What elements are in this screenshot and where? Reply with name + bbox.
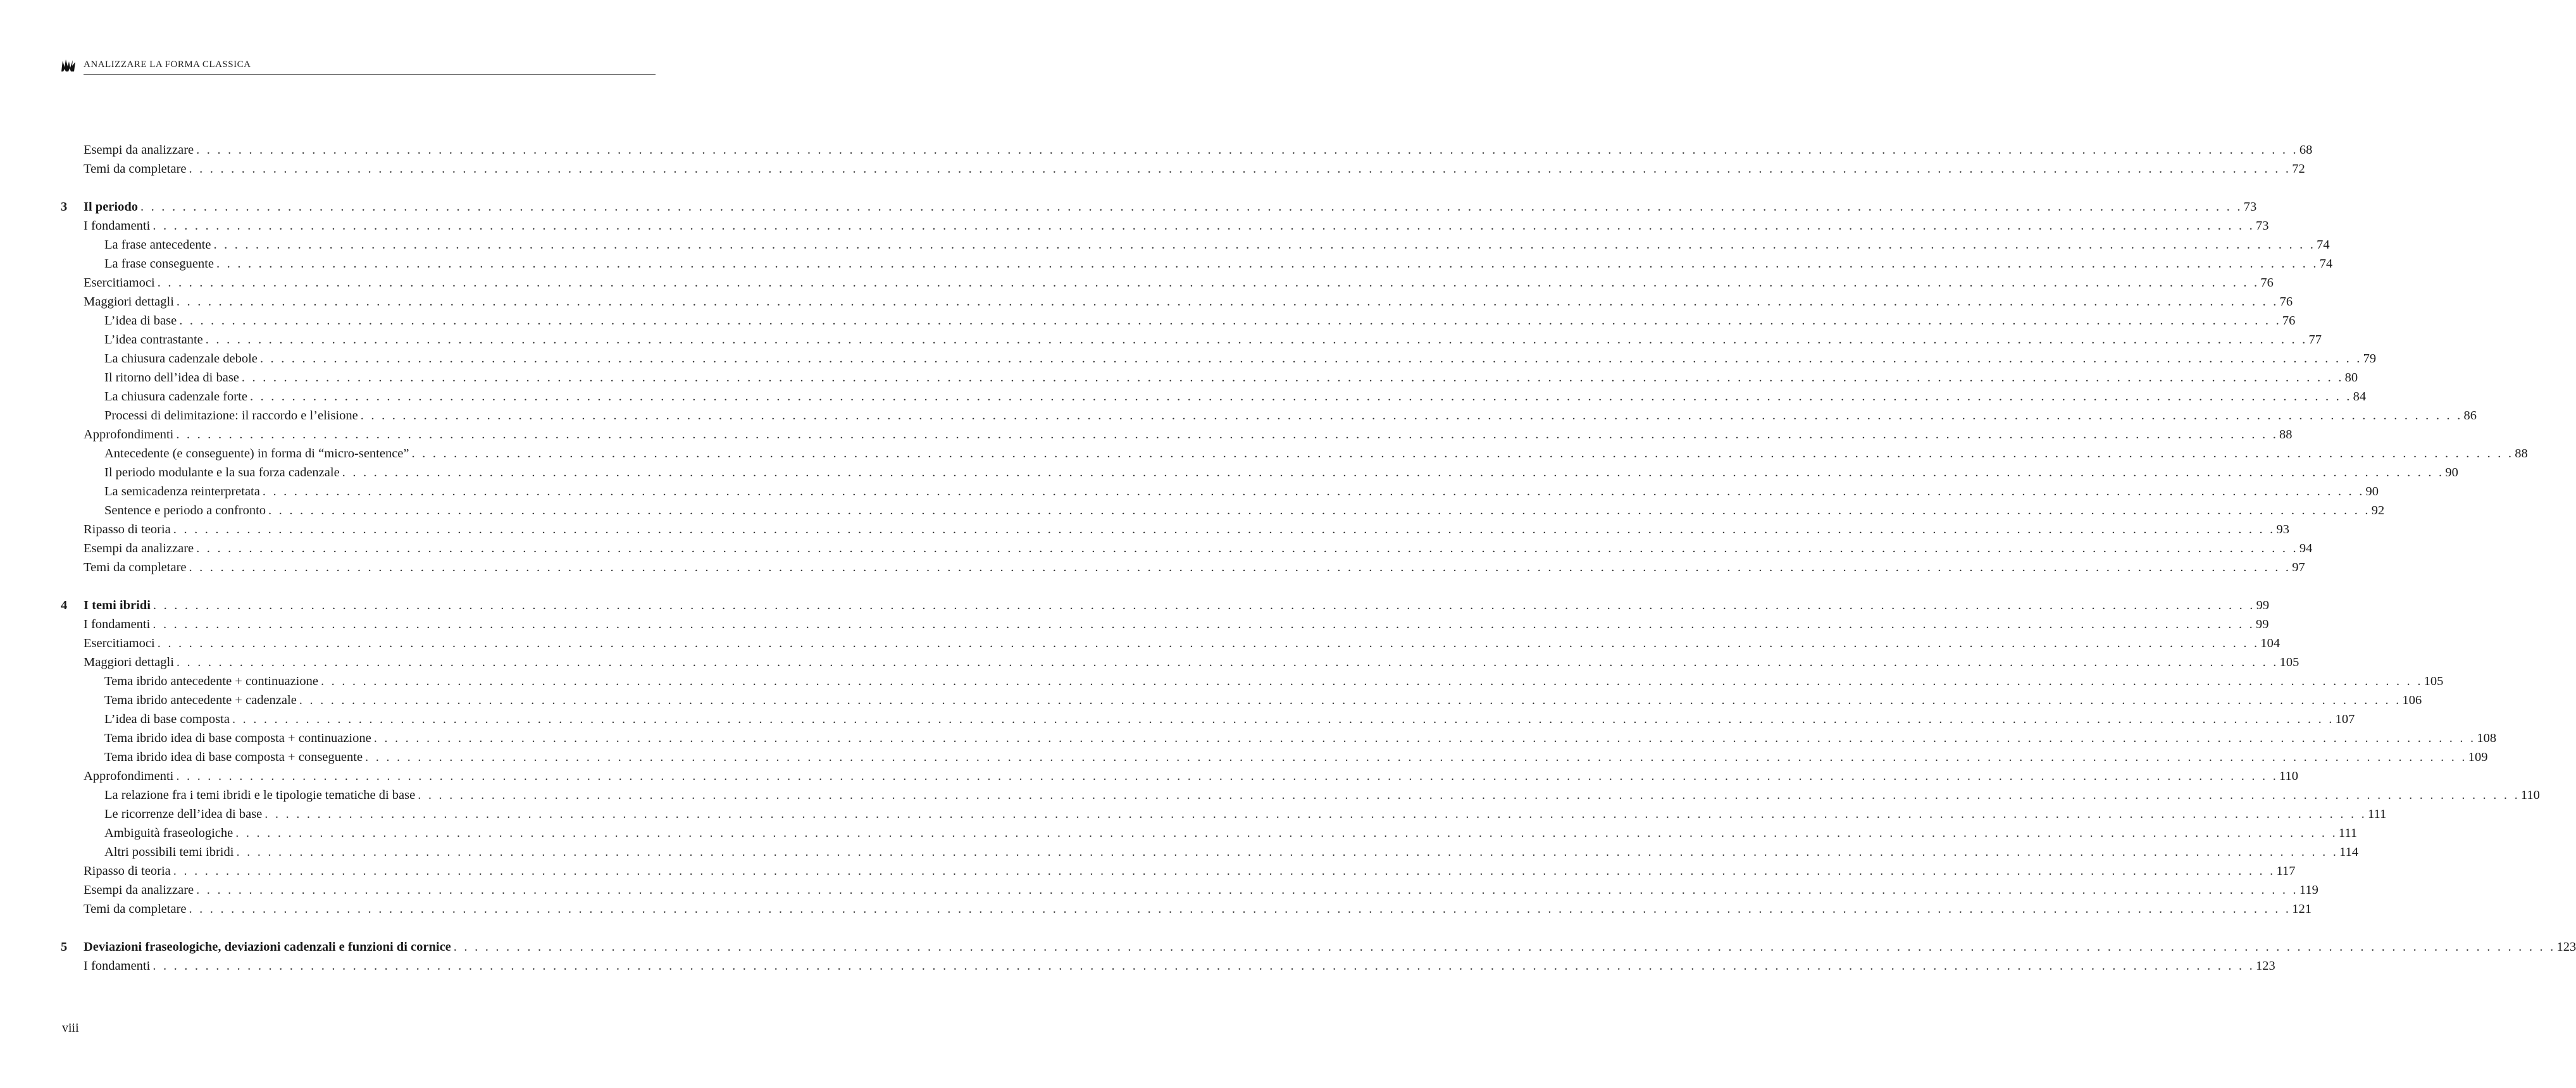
toc-page-number: 99 [2256,598,2270,612]
dot-leader: . . . . . . . . . . . . . . . . . . . . . . . . . . . . . . . . . . . . . . . . . . . . . . . . . . . . . . . . . . . . . . . . . . . . . . . . . . . . . . . . . . . . . . . . . . . . . . . . . . . . . . . . . . . . . . . . . . . . . . . . . . . . . . . . . . . . . . . . . . . . . . . . . . . . . . . . . . . . . . . . . . . . . . . . . . . . . . . . . . . . . . . . . . . . . . . . . . . . . . . . [213,238,2316,252]
toc-entry-title: Esempi da analizzare [84,883,194,897]
toc-entry-title: Esempi da analizzare [84,143,194,157]
page-number: viii [62,1021,79,1035]
toc-entry-title: Il periodo [84,200,138,214]
dot-leader: . . . . . . . . . . . . . . . . . . . . . . . . . . . . . . . . . . . . . . . . . . . . . . . . . . . . . . . . . . . . . . . . . . . . . . . . . . . . . . . . . . . . . . . . . . . . . . . . . . . . . . . . . . . . . . . . . . . . . . . . . . . . . . . . . . . . . . . . . . . . . . . . . . . . . . . . . . . . . . . . . . . . . . . . . . . . . . . . . . . . . . . . . . . . . . . . . . . . . . . . [196,541,2298,555]
toc-entry-title: L’idea di base composta [104,712,230,726]
toc-section-row [61,767,2299,786]
toc-page-number: 76 [2282,314,2296,328]
toc-subsection-row [61,805,2387,824]
dot-leader: . . . . . . . . . . . . . . . . . . . . . . . . . . . . . . . . . . . . . . . . . . . . . . . . . . . . . . . . . . . . . . . . . . . . . . . . . . . . . . . . . . . . . . . . . . . . . . . . . . . . . . . . . . . . . . . . . . . . . . . . . . . . . . . . . . . . . . . . . . . . . . . . . . . . . . . . . . . . . . . . . . . . . . . . . . . . . . . . . . . . . . . . . . . . . . . . . . . . . . . . [196,883,2298,897]
dot-leader: . . . . . . . . . . . . . . . . . . . . . . . . . . . . . . . . . . . . . . . . . . . . . . . . . . . . . . . . . . . . . . . . . . . . . . . . . . . . . . . . . . . . . . . . . . . . . . . . . . . . . . . . . . . . . . . . . . . . . . . . . . . . . . . . . . . . . . . . . . . . . . . . . . . . . . . . . . . . . . . . . . . . . . . . . . . . . . . . . . . . . . . . . . . . . . . . . . . . . . . . [216,257,2318,271]
toc-entry-title: Il periodo modulante e la sua forza cadenzale [104,466,340,479]
toc-page-number: 72 [2292,162,2305,176]
toc-page-number: 111 [2338,826,2358,840]
toc-page-number: 99 [2256,617,2269,631]
toc-page-number: 110 [2520,788,2540,802]
toc-entry-title: Le ricorrenze dell’idea di base [104,807,263,821]
toc-page-number: 123 [2556,940,2576,954]
toc-page-number: 73 [2243,200,2257,214]
dot-leader: . . . . . . . . . . . . . . . . . . . . . . . . . . . . . . . . . . . . . . . . . . . . . . . . . . . . . . . . . . . . . . . . . . . . . . . . . . . . . . . . . . . . . . . . . . . . . . . . . . . . . . . . . . . . . . . . . . . . . . . . . . . . . . . . . . . . . . . . . . . . . . . . . . . . . . . . . . . . . . . . . . . . . . . . . . . . . . . . . . . . . . . . . . . . . . . . . . . . . . . . [205,333,2308,347]
toc-page-number: 107 [2335,712,2355,726]
toc-page-number: 119 [2299,883,2318,897]
toc-subsection-row [61,330,2322,349]
toc-chapter-row [61,596,2270,615]
toc-entry-title: Tema ibrido antecedente + continuazione [104,674,318,688]
toc-entry-title: Ambiguità fraseologiche [104,826,233,840]
toc-subsection-row [61,691,2422,710]
toc-subsection-row [61,482,2379,501]
toc-section-row [61,615,2269,634]
toc-page-number: 97 [2292,560,2305,574]
toc-section-row [61,653,2299,672]
toc-subsection-row [61,824,2358,843]
dot-leader: . . . . . . . . . . . . . . . . . . . . . . . . . . . . . . . . . . . . . . . . . . . . . . . . . . . . . . . . . . . . . . . . . . . . . . . . . . . . . . . . . . . . . . . . . . . . . . . . . . . . . . . . . . . . . . . . . . . . . . . . . . . . . . . . . . . . . . . . . . . . . . . . . . . . . . . . . . . . . . . . . . . . . . . . . . . . . . . . . . . . . . . . . . . . . . . . . . . . . . . . [189,902,2291,916]
dot-leader: . . . . . . . . . . . . . . . . . . . . . . . . . . . . . . . . . . . . . . . . . . . . . . . . . . . . . . . . . . . . . . . . . . . . . . . . . . . . . . . . . . . . . . . . . . . . . . . . . . . . . . . . . . . . . . . . . . . . . . . . . . . . . . . . . . . . . . . . . . . . . . . . . . . . . . . . . . . . . . . . . . . . . . . . . . . . . . . . . . . . . . . . . . . . . . . . . . . . . . . . [189,560,2291,574]
toc-page-number: 80 [2344,371,2358,385]
toc-page-number: 108 [2477,731,2497,745]
dot-leader: . . . . . . . . . . . . . . . . . . . . . . . . . . . . . . . . . . . . . . . . . . . . . . . . . . . . . . . . . . . . . . . . . . . . . . . . . . . . . . . . . . . . . . . . . . . . . . . . . . . . . . . . . . . . . . . . . . . . . . . . . . . . . . . . . . . . . . . . . . . . . . . . . . . . . . . . . . . . . . . . . . . . . . . . . . . . . . . . . . . . . . . . . . . . . . . . . . . . . . . . [176,428,2279,442]
toc-entry-title: Antecedente (e conseguente) in forma di “micro-sentence” [104,447,409,461]
dot-leader: . . . . . . . . . . . . . . . . . . . . . . . . . . . . . . . . . . . . . . . . . . . . . . . . . . . . . . . . . . . . . . . . . . . . . . . . . . . . . . . . . . . . . . . . . . . . . . . . . . . . . . . . . . . . . . . . . . . . . . . . . . . . . . . . . . . . . . . . . . . . . . . . . . . . . . . . . . . . . . . . . . . . . . . . . . . . . . . . . . . . . . . . . . . . . . . . . . . . . . . . [259,352,2362,366]
toc-subsection-row [61,501,2385,520]
toc-entry-title: Deviazioni fraseologiche, deviazioni cadenzali e funzioni di cornice [84,940,451,954]
toc-subsection-row [61,311,2296,330]
toc-entry-title: Altri possibili temi ibridi [104,845,234,859]
toc-page-number: 106 [2402,693,2422,707]
toc-page-number: 74 [2319,257,2333,271]
toc-page-number: 117 [2276,864,2296,878]
toc-entry-title: I temi ibridi [84,598,151,612]
toc-subsection-row [61,235,2330,254]
dot-leader: . . . . . . . . . . . . . . . . . . . . . . . . . . . . . . . . . . . . . . . . . . . . . . . . . . . . . . . . . . . . . . . . . . . . . . . . . . . . . . . . . . . . . . . . . . . . . . . . . . . . . . . . . . . . . . . . . . . . . . . . . . . . . . . . . . . . . . . . . . . . . . . . . . . . . . . . . . . . . . . . . . . . . . . . . . . . . . . . . . . . . . . . . . . . . . . . . . . . . . . . [411,447,2514,461]
toc-page-number: 90 [2445,466,2458,479]
dot-leader: . . . . . . . . . . . . . . . . . . . . . . . . . . . . . . . . . . . . . . . . . . . . . . . . . . . . . . . . . . . . . . . . . . . . . . . . . . . . . . . . . . . . . . . . . . . . . . . . . . . . . . . . . . . . . . . . . . . . . . . . . . . . . . . . . . . . . . . . . . . . . . . . . . . . . . . . . . . . . . . . . . . . . . . . . . . . . . . . . . . . . . . . . . . . . . . . . . . . . . . . [299,693,2401,707]
dot-leader: . . . . . . . . . . . . . . . . . . . . . . . . . . . . . . . . . . . . . . . . . . . . . . . . . . . . . . . . . . . . . . . . . . . . . . . . . . . . . . . . . . . . . . . . . . . . . . . . . . . . . . . . . . . . . . . . . . . . . . . . . . . . . . . . . . . . . . . . . . . . . . . . . . . . . . . . . . . . . . . . . . . . . . . . . . . . . . . . . . . . . . . . . . . . . . . . . . . . . . . . [140,200,2243,214]
toc-page-number: 79 [2363,352,2377,366]
toc-entry-title: La chiusura cadenzale forte [104,390,247,404]
toc-entry-title: I fondamenti [84,617,151,631]
toc-subsection-row [61,349,2377,368]
toc-page-number: 76 [2260,276,2274,290]
toc-entry-title: Maggiori dettagli [84,295,174,309]
toc-entry-title: Esercitiamoci [84,276,155,290]
toc-subsection-row [61,463,2458,482]
dot-leader: . . . . . . . . . . . . . . . . . . . . . . . . . . . . . . . . . . . . . . . . . . . . . . . . . . . . . . . . . . . . . . . . . . . . . . . . . . . . . . . . . . . . . . . . . . . . . . . . . . . . . . . . . . . . . . . . . . . . . . . . . . . . . . . . . . . . . . . . . . . . . . . . . . . . . . . . . . . . . . . . . . . . . . . . . . . . . . . . . . . . . . . . . . . . . . . . . . . . . . . . [196,143,2298,157]
dot-leader: . . . . . . . . . . . . . . . . . . . . . . . . . . . . . . . . . . . . . . . . . . . . . . . . . . . . . . . . . . . . . . . . . . . . . . . . . . . . . . . . . . . . . . . . . . . . . . . . . . . . . . . . . . . . . . . . . . . . . . . . . . . . . . . . . . . . . . . . . . . . . . . . . . . . . . . . . . . . . . . . . . . . . . . . . . . . . . . . . . . . . . . . . . . . . . . . . . . . . . . . [453,940,2556,954]
toc-page-number: 86 [2463,409,2477,423]
toc-subsection-row [61,444,2528,463]
toc-entry-title: La frase antecedente [104,238,211,252]
toc-entry-title: Ripasso di teoria [84,522,171,536]
toc-page-number: 94 [2299,541,2313,555]
dot-leader: . . . . . . . . . . . . . . . . . . . . . . . . . . . . . . . . . . . . . . . . . . . . . . . . . . . . . . . . . . . . . . . . . . . . . . . . . . . . . . . . . . . . . . . . . . . . . . . . . . . . . . . . . . . . . . . . . . . . . . . . . . . . . . . . . . . . . . . . . . . . . . . . . . . . . . . . . . . . . . . . . . . . . . . . . . . . . . . . . . . . . . . . . . . . . . . . . . . . . . . . [152,219,2255,233]
dot-leader: . . . . . . . . . . . . . . . . . . . . . . . . . . . . . . . . . . . . . . . . . . . . . . . . . . . . . . . . . . . . . . . . . . . . . . . . . . . . . . . . . . . . . . . . . . . . . . . . . . . . . . . . . . . . . . . . . . . . . . . . . . . . . . . . . . . . . . . . . . . . . . . . . . . . . . . . . . . . . . . . . . . . . . . . . . . . . . . . . . . . . . . . . . . . . . . . . . . . . . . . [173,864,2275,878]
dot-leader: . . . . . . . . . . . . . . . . . . . . . . . . . . . . . . . . . . . . . . . . . . . . . . . . . . . . . . . . . . . . . . . . . . . . . . . . . . . . . . . . . . . . . . . . . . . . . . . . . . . . . . . . . . . . . . . . . . . . . . . . . . . . . . . . . . . . . . . . . . . . . . . . . . . . . . . . . . . . . . . . . . . . . . . . . . . . . . . . . . . . . . . . . . . . . . . . . . . . . . . . [320,674,2423,688]
dot-leader: . . . . . . . . . . . . . . . . . . . . . . . . . . . . . . . . . . . . . . . . . . . . . . . . . . . . . . . . . . . . . . . . . . . . . . . . . . . . . . . . . . . . . . . . . . . . . . . . . . . . . . . . . . . . . . . . . . . . . . . . . . . . . . . . . . . . . . . . . . . . . . . . . . . . . . . . . . . . . . . . . . . . . . . . . . . . . . . . . . . . . . . . . . . . . . . . . . . . . . . . [342,466,2444,479]
toc-subsection-row [61,843,2359,862]
toc-entry-title: Processi di delimitazione: il raccordo e l’elisione [104,409,358,423]
toc-entry-title: Ripasso di teoria [84,864,171,878]
toc-entry-title: La frase conseguente [104,257,215,271]
toc-subsection-row [61,710,2355,729]
toc-section-row [61,899,2312,918]
toc-section-row [61,273,2274,292]
toc-section-row [61,558,2305,577]
toc-page-number: 77 [2308,333,2322,347]
toc-entry-title: Tema ibrido antecedente + cadenzale [104,693,297,707]
toc-page-number: 68 [2299,143,2313,157]
toc-chapter-row [61,937,2576,956]
toc-entry-title: Esempi da analizzare [84,541,194,555]
toc-subsection-row [61,748,2488,767]
toc-page-number: 88 [2515,447,2528,461]
toc-page-number: 92 [2371,504,2385,517]
toc-subsection-row [61,368,2358,387]
toc-page-number: 110 [2279,769,2299,783]
toc-entry-title: Sentence e periodo a confronto [104,504,266,517]
toc-page-number: 105 [2424,674,2444,688]
running-header [61,56,656,75]
dot-leader: . . . . . . . . . . . . . . . . . . . . . . . . . . . . . . . . . . . . . . . . . . . . . . . . . . . . . . . . . . . . . . . . . . . . . . . . . . . . . . . . . . . . . . . . . . . . . . . . . . . . . . . . . . . . . . . . . . . . . . . . . . . . . . . . . . . . . . . . . . . . . . . . . . . . . . . . . . . . . . . . . . . . . . . . . . . . . . . . . . . . . . . . . . . . . . . . . . . . . . . . [241,371,2344,385]
dot-leader: . . . . . . . . . . . . . . . . . . . . . . . . . . . . . . . . . . . . . . . . . . . . . . . . . . . . . . . . . . . . . . . . . . . . . . . . . . . . . . . . . . . . . . . . . . . . . . . . . . . . . . . . . . . . . . . . . . . . . . . . . . . . . . . . . . . . . . . . . . . . . . . . . . . . . . . . . . . . . . . . . . . . . . . . . . . . . . . . . . . . . . . . . . . . . . . . . . . . . . . . [264,807,2367,821]
toc-page-number: 76 [2279,295,2293,309]
toc-subsection-row [61,672,2444,691]
toc-section-row [61,539,2313,558]
dot-leader: . . . . . . . . . . . . . . . . . . . . . . . . . . . . . . . . . . . . . . . . . . . . . . . . . . . . . . . . . . . . . . . . . . . . . . . . . . . . . . . . . . . . . . . . . . . . . . . . . . . . . . . . . . . . . . . . . . . . . . . . . . . . . . . . . . . . . . . . . . . . . . . . . . . . . . . . . . . . . . . . . . . . . . . . . . . . . . . . . . . . . . . . . . . . . . . . . . . . . . . . [173,522,2275,536]
toc-subsection-row [61,406,2477,425]
dot-leader: . . . . . . . . . . . . . . . . . . . . . . . . . . . . . . . . . . . . . . . . . . . . . . . . . . . . . . . . . . . . . . . . . . . . . . . . . . . . . . . . . . . . . . . . . . . . . . . . . . . . . . . . . . . . . . . . . . . . . . . . . . . . . . . . . . . . . . . . . . . . . . . . . . . . . . . . . . . . . . . . . . . . . . . . . . . . . . . . . . . . . . . . . . . . . . . . . . . . . . . . [152,959,2255,973]
toc-entry-title: Tema ibrido idea di base composta + conseguente [104,750,363,764]
dot-leader: . . . . . . . . . . . . . . . . . . . . . . . . . . . . . . . . . . . . . . . . . . . . . . . . . . . . . . . . . . . . . . . . . . . . . . . . . . . . . . . . . . . . . . . . . . . . . . . . . . . . . . . . . . . . . . . . . . . . . . . . . . . . . . . . . . . . . . . . . . . . . . . . . . . . . . . . . . . . . . . . . . . . . . . . . . . . . . . . . . . . . . . . . . . . . . . . . . . . . . . . [373,731,2476,745]
dot-leader: . . . . . . . . . . . . . . . . . . . . . . . . . . . . . . . . . . . . . . . . . . . . . . . . . . . . . . . . . . . . . . . . . . . . . . . . . . . . . . . . . . . . . . . . . . . . . . . . . . . . . . . . . . . . . . . . . . . . . . . . . . . . . . . . . . . . . . . . . . . . . . . . . . . . . . . . . . . . . . . . . . . . . . . . . . . . . . . . . . . . . . . . . . . . . . . . . . . . . . . . [189,162,2291,176]
toc-section-row [61,292,2293,311]
dot-leader: . . . . . . . . . . . . . . . . . . . . . . . . . . . . . . . . . . . . . . . . . . . . . . . . . . . . . . . . . . . . . . . . . . . . . . . . . . . . . . . . . . . . . . . . . . . . . . . . . . . . . . . . . . . . . . . . . . . . . . . . . . . . . . . . . . . . . . . . . . . . . . . . . . . . . . . . . . . . . . . . . . . . . . . . . . . . . . . . . . . . . . . . . . . . . . . . . . . . . . . . [235,826,2337,840]
toc-page-number: 109 [2468,750,2488,764]
toc-page-number: 121 [2292,902,2312,916]
header-title: ANALIZZARE LA FORMA CLASSICA [84,59,251,70]
toc-entry-title: I fondamenti [84,959,151,973]
dot-leader: . . . . . . . . . . . . . . . . . . . . . . . . . . . . . . . . . . . . . . . . . . . . . . . . . . . . . . . . . . . . . . . . . . . . . . . . . . . . . . . . . . . . . . . . . . . . . . . . . . . . . . . . . . . . . . . . . . . . . . . . . . . . . . . . . . . . . . . . . . . . . . . . . . . . . . . . . . . . . . . . . . . . . . . . . . . . . . . . . . . . . . . . . . . . . . . . . . . . . . . . [262,485,2365,498]
toc-section-row [61,425,2293,444]
toc-page-number: 93 [2276,522,2289,536]
toc-entry-title: Tema ibrido idea di base composta + continuazione [104,731,371,745]
publisher-logo-icon [61,58,76,72]
toc-entry-title: L’idea contrastante [104,333,203,347]
toc-section-row [61,634,2280,653]
dot-leader: . . . . . . . . . . . . . . . . . . . . . . . . . . . . . . . . . . . . . . . . . . . . . . . . . . . . . . . . . . . . . . . . . . . . . . . . . . . . . . . . . . . . . . . . . . . . . . . . . . . . . . . . . . . . . . . . . . . . . . . . . . . . . . . . . . . . . . . . . . . . . . . . . . . . . . . . . . . . . . . . . . . . . . . . . . . . . . . . . . . . . . . . . . . . . . . . . . . . . . . . [152,598,2255,612]
toc-page-number: 74 [2317,238,2330,252]
toc-chapter-number: 5 [61,940,68,954]
toc-page-number: 114 [2339,845,2359,859]
toc-entry-title: La relazione fra i temi ibridi e le tipologie tematiche di base [104,788,416,802]
toc-entry-title: Temi da completare [84,902,187,916]
toc-page-number: 105 [2279,655,2299,669]
toc-section-row [61,216,2269,235]
toc-subsection-row [61,729,2497,748]
dot-leader: . . . . . . . . . . . . . . . . . . . . . . . . . . . . . . . . . . . . . . . . . . . . . . . . . . . . . . . . . . . . . . . . . . . . . . . . . . . . . . . . . . . . . . . . . . . . . . . . . . . . . . . . . . . . . . . . . . . . . . . . . . . . . . . . . . . . . . . . . . . . . . . . . . . . . . . . . . . . . . . . . . . . . . . . . . . . . . . . . . . . . . . . . . . . . . . . . . . . . . . . [236,845,2339,859]
toc-chapter-number: 4 [61,598,68,612]
toc-entry-title: Il ritorno dell’idea di base [104,371,239,385]
toc-entry-title: La semicadenza reinterpretata [104,485,260,498]
dot-leader: . . . . . . . . . . . . . . . . . . . . . . . . . . . . . . . . . . . . . . . . . . . . . . . . . . . . . . . . . . . . . . . . . . . . . . . . . . . . . . . . . . . . . . . . . . . . . . . . . . . . . . . . . . . . . . . . . . . . . . . . . . . . . . . . . . . . . . . . . . . . . . . . . . . . . . . . . . . . . . . . . . . . . . . . . . . . . . . . . . . . . . . . . . . . . . . . . . . . . . . . [176,295,2279,309]
toc-entry-title: Esercitiamoci [84,636,155,650]
toc-entry-title: Temi da completare [84,560,187,574]
toc-section-row [61,881,2318,899]
dot-leader: . . . . . . . . . . . . . . . . . . . . . . . . . . . . . . . . . . . . . . . . . . . . . . . . . . . . . . . . . . . . . . . . . . . . . . . . . . . . . . . . . . . . . . . . . . . . . . . . . . . . . . . . . . . . . . . . . . . . . . . . . . . . . . . . . . . . . . . . . . . . . . . . . . . . . . . . . . . . . . . . . . . . . . . . . . . . . . . . . . . . . . . . . . . . . . . . . . . . . . . . [176,655,2279,669]
toc-subsection-row [61,254,2333,273]
dot-leader: . . . . . . . . . . . . . . . . . . . . . . . . . . . . . . . . . . . . . . . . . . . . . . . . . . . . . . . . . . . . . . . . . . . . . . . . . . . . . . . . . . . . . . . . . . . . . . . . . . . . . . . . . . . . . . . . . . . . . . . . . . . . . . . . . . . . . . . . . . . . . . . . . . . . . . . . . . . . . . . . . . . . . . . . . . . . . . . . . . . . . . . . . . . . . . . . . . . . . . . . [365,750,2467,764]
toc-page-number: 88 [2279,428,2293,442]
toc-entry-title: Temi da completare [84,162,187,176]
dot-leader: . . . . . . . . . . . . . . . . . . . . . . . . . . . . . . . . . . . . . . . . . . . . . . . . . . . . . . . . . . . . . . . . . . . . . . . . . . . . . . . . . . . . . . . . . . . . . . . . . . . . . . . . . . . . . . . . . . . . . . . . . . . . . . . . . . . . . . . . . . . . . . . . . . . . . . . . . . . . . . . . . . . . . . . . . . . . . . . . . . . . . . . . . . . . . . . . . . . . . . . . [249,390,2352,404]
toc-entry-title: Approfondimenti [84,769,174,783]
dot-leader: . . . . . . . . . . . . . . . . . . . . . . . . . . . . . . . . . . . . . . . . . . . . . . . . . . . . . . . . . . . . . . . . . . . . . . . . . . . . . . . . . . . . . . . . . . . . . . . . . . . . . . . . . . . . . . . . . . . . . . . . . . . . . . . . . . . . . . . . . . . . . . . . . . . . . . . . . . . . . . . . . . . . . . . . . . . . . . . . . . . . . . . . . . . . . . . . . . . . . . . . [179,314,2281,328]
dot-leader: . . . . . . . . . . . . . . . . . . . . . . . . . . . . . . . . . . . . . . . . . . . . . . . . . . . . . . . . . . . . . . . . . . . . . . . . . . . . . . . . . . . . . . . . . . . . . . . . . . . . . . . . . . . . . . . . . . . . . . . . . . . . . . . . . . . . . . . . . . . . . . . . . . . . . . . . . . . . . . . . . . . . . . . . . . . . . . . . . . . . . . . . . . . . . . . . . . . . . . . . [157,636,2260,650]
toc-subsection-row [61,387,2367,406]
toc-entry-title: L’idea di base [104,314,177,328]
toc-subsection-row [61,786,2540,805]
toc-page-number: 84 [2353,390,2367,404]
toc-chapter-number: 3 [61,200,68,214]
dot-leader: . . . . . . . . . . . . . . . . . . . . . . . . . . . . . . . . . . . . . . . . . . . . . . . . . . . . . . . . . . . . . . . . . . . . . . . . . . . . . . . . . . . . . . . . . . . . . . . . . . . . . . . . . . . . . . . . . . . . . . . . . . . . . . . . . . . . . . . . . . . . . . . . . . . . . . . . . . . . . . . . . . . . . . . . . . . . . . . . . . . . . . . . . . . . . . . . . . . . . . . . [157,276,2260,290]
toc-page-number: 104 [2260,636,2280,650]
toc-chapter-row [61,197,2257,216]
toc-entry-title: La chiusura cadenzale debole [104,352,258,366]
toc-section-row [61,956,2275,975]
toc-page-number: 123 [2256,959,2275,973]
dot-leader: . . . . . . . . . . . . . . . . . . . . . . . . . . . . . . . . . . . . . . . . . . . . . . . . . . . . . . . . . . . . . . . . . . . . . . . . . . . . . . . . . . . . . . . . . . . . . . . . . . . . . . . . . . . . . . . . . . . . . . . . . . . . . . . . . . . . . . . . . . . . . . . . . . . . . . . . . . . . . . . . . . . . . . . . . . . . . . . . . . . . . . . . . . . . . . . . . . . . . . . . [152,617,2255,631]
toc-entry-title: Approfondimenti [84,428,174,442]
toc-page-number: 111 [2367,807,2387,821]
toc-section-row [61,159,2305,178]
header-rule [84,74,656,75]
table-of-contents [61,140,2576,975]
dot-leader: . . . . . . . . . . . . . . . . . . . . . . . . . . . . . . . . . . . . . . . . . . . . . . . . . . . . . . . . . . . . . . . . . . . . . . . . . . . . . . . . . . . . . . . . . . . . . . . . . . . . . . . . . . . . . . . . . . . . . . . . . . . . . . . . . . . . . . . . . . . . . . . . . . . . . . . . . . . . . . . . . . . . . . . . . . . . . . . . . . . . . . . . . . . . . . . . . . . . . . . . [418,788,2520,802]
toc-section-row [61,862,2296,881]
dot-leader: . . . . . . . . . . . . . . . . . . . . . . . . . . . . . . . . . . . . . . . . . . . . . . . . . . . . . . . . . . . . . . . . . . . . . . . . . . . . . . . . . . . . . . . . . . . . . . . . . . . . . . . . . . . . . . . . . . . . . . . . . . . . . . . . . . . . . . . . . . . . . . . . . . . . . . . . . . . . . . . . . . . . . . . . . . . . . . . . . . . . . . . . . . . . . . . . . . . . . . . . [232,712,2334,726]
toc-section-row [61,520,2289,539]
toc-entry-title: I fondamenti [84,219,151,233]
toc-page-number: 73 [2256,219,2269,233]
dot-leader: . . . . . . . . . . . . . . . . . . . . . . . . . . . . . . . . . . . . . . . . . . . . . . . . . . . . . . . . . . . . . . . . . . . . . . . . . . . . . . . . . . . . . . . . . . . . . . . . . . . . . . . . . . . . . . . . . . . . . . . . . . . . . . . . . . . . . . . . . . . . . . . . . . . . . . . . . . . . . . . . . . . . . . . . . . . . . . . . . . . . . . . . . . . . . . . . . . . . . . . . [268,504,2370,517]
dot-leader: . . . . . . . . . . . . . . . . . . . . . . . . . . . . . . . . . . . . . . . . . . . . . . . . . . . . . . . . . . . . . . . . . . . . . . . . . . . . . . . . . . . . . . . . . . . . . . . . . . . . . . . . . . . . . . . . . . . . . . . . . . . . . . . . . . . . . . . . . . . . . . . . . . . . . . . . . . . . . . . . . . . . . . . . . . . . . . . . . . . . . . . . . . . . . . . . . . . . . . . . [360,409,2463,423]
toc-section-row [61,140,2313,159]
toc-page-number: 90 [2365,485,2379,498]
dot-leader: . . . . . . . . . . . . . . . . . . . . . . . . . . . . . . . . . . . . . . . . . . . . . . . . . . . . . . . . . . . . . . . . . . . . . . . . . . . . . . . . . . . . . . . . . . . . . . . . . . . . . . . . . . . . . . . . . . . . . . . . . . . . . . . . . . . . . . . . . . . . . . . . . . . . . . . . . . . . . . . . . . . . . . . . . . . . . . . . . . . . . . . . . . . . . . . . . . . . . . . . [176,769,2279,783]
toc-entry-title: Maggiori dettagli [84,655,174,669]
